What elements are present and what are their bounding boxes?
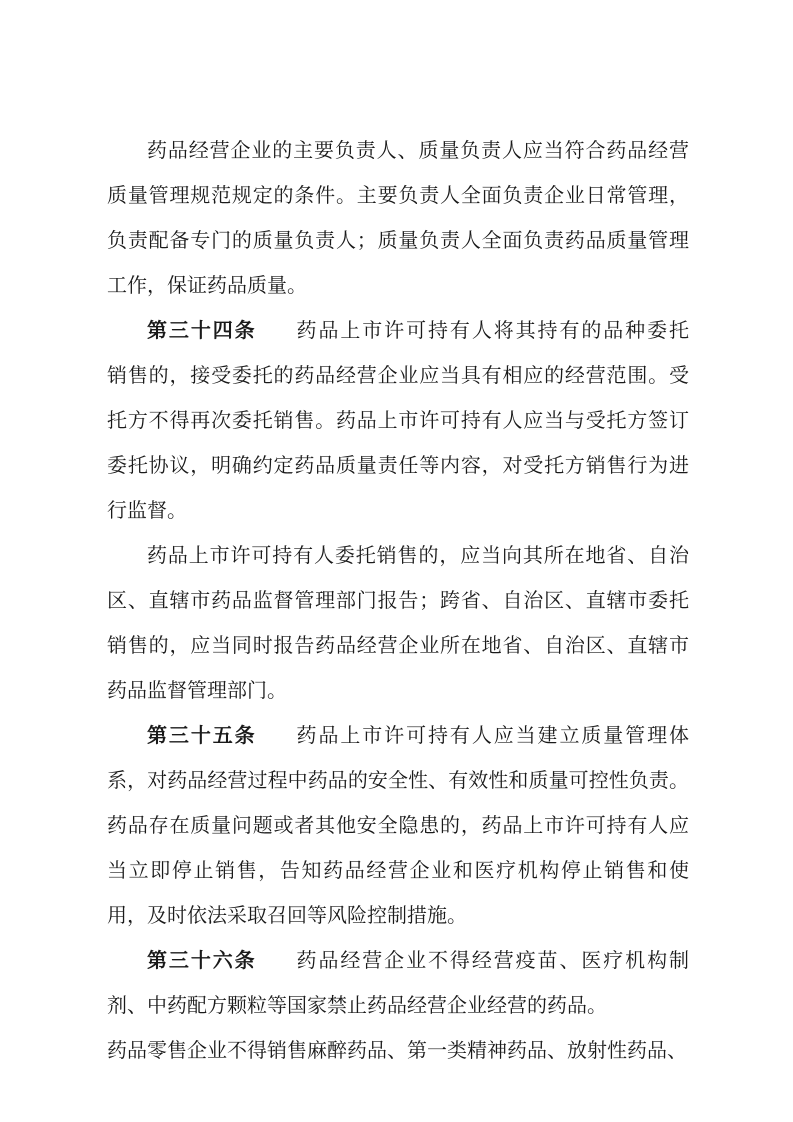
text-line: 药品零售企业不得销售麻醉药品、第一类精神药品、放射性药品、 xyxy=(107,1038,687,1062)
text-line: 系，对药品经营过程中药品的安全性、有效性和质量可控性负责。 xyxy=(107,768,689,792)
text-line: 工作，保证药品质量。 xyxy=(107,273,307,297)
text-line: 区、直辖市药品监督管理部门报告；跨省、自治区、直辖市委托 xyxy=(107,588,689,612)
article-text: 药品上市许可持有人应当建立质量管理体 xyxy=(296,723,690,747)
article-heading: 第三十六条 xyxy=(147,948,257,972)
text-line: 药品经营企业的主要负责人、质量负责人应当符合药品经营 xyxy=(147,138,689,162)
article-36 xyxy=(107,938,689,1028)
text-line: 负责配备专门的质量负责人；质量负责人全面负责药品质量管理 xyxy=(107,228,689,252)
paragraph xyxy=(107,1028,689,1073)
article-text: 药品经营企业不得经营疫苗、医疗机构制 xyxy=(296,948,690,972)
article-heading: 第三十四条 xyxy=(147,318,257,342)
document-body xyxy=(107,128,689,1073)
text-line: 药品监督管理部门。 xyxy=(107,678,287,702)
text-line: 销售的，接受委托的药品经营企业应当具有相应的经营范围。受 xyxy=(107,363,689,387)
article-34 xyxy=(107,308,689,533)
text-line: 托方不得再次委托销售。药品上市许可持有人应当与受托方签订 xyxy=(107,408,689,432)
article-35 xyxy=(107,713,689,938)
text-line xyxy=(107,938,689,983)
text-line: 剂、中药配方颗粒等国家禁止药品经营企业经营的药品。 xyxy=(107,993,607,1017)
text-line xyxy=(107,308,689,353)
article-text: 药品上市许可持有人将其持有的品种委托 xyxy=(296,318,690,342)
paragraph xyxy=(107,128,689,308)
text-line: 当立即停止销售，告知药品经营企业和医疗机构停止销售和使 xyxy=(107,858,689,882)
text-line xyxy=(107,713,689,758)
text-line: 质量管理规范规定的条件。主要负责人全面负责企业日常管理， xyxy=(107,183,689,207)
article-heading: 第三十五条 xyxy=(147,723,257,747)
text-line: 药品上市许可持有人委托销售的，应当向其所在地省、自治 xyxy=(147,543,689,567)
paragraph xyxy=(107,533,689,713)
text-line: 销售的，应当同时报告药品经营企业所在地省、自治区、直辖市 xyxy=(107,633,689,657)
text-line: 药品存在质量问题或者其他安全隐患的，药品上市许可持有人应 xyxy=(107,813,689,837)
text-line: 行监督。 xyxy=(107,498,187,522)
text-line: 委托协议，明确约定药品质量责任等内容，对受托方销售行为进 xyxy=(107,453,689,477)
text-line: 用，及时依法采取召回等风险控制措施。 xyxy=(107,903,467,927)
